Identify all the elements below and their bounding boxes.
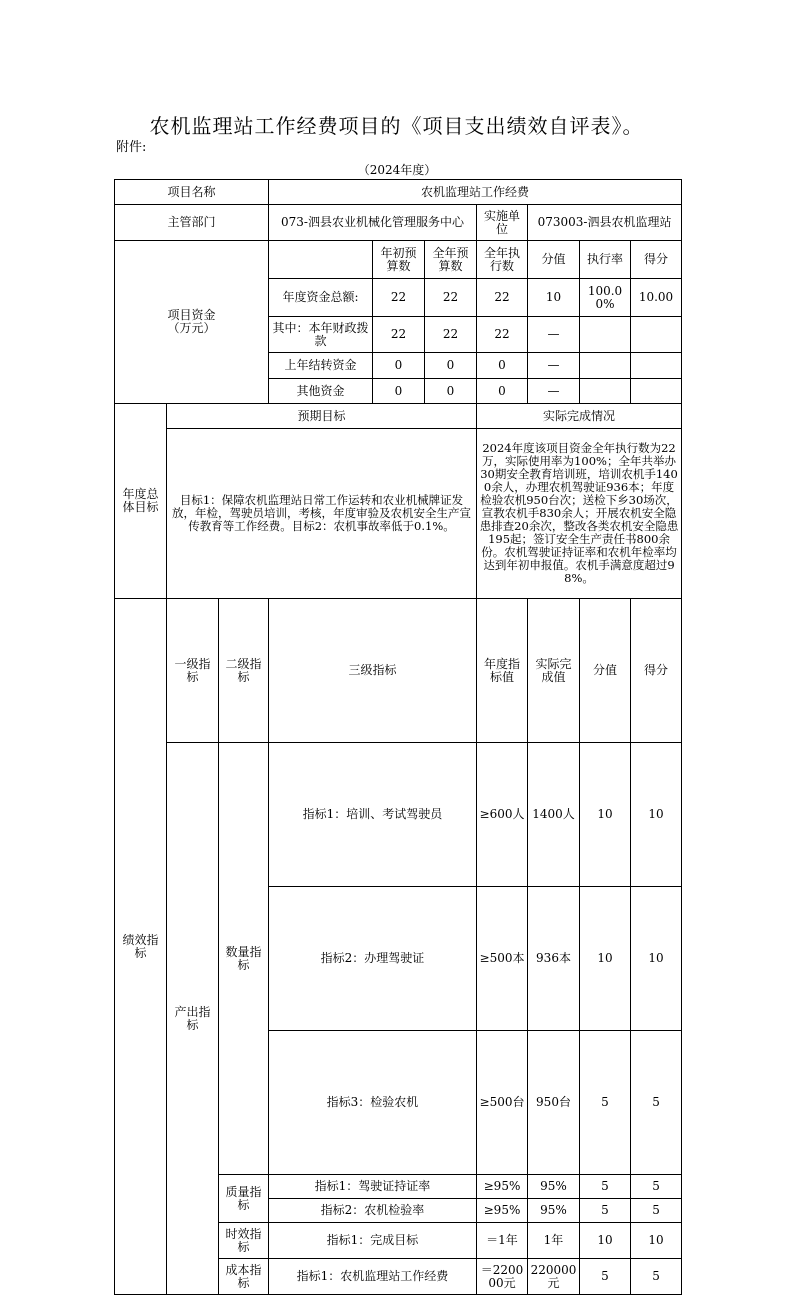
dept-label: 主管部门	[115, 205, 269, 241]
fund-score-value: —	[528, 353, 580, 379]
fund-initial: 22	[373, 279, 425, 317]
perf-label: 绩效指标	[115, 599, 167, 1295]
indicator-name: 指标1：驾驶证持证率	[269, 1175, 477, 1199]
indicator-actual: 220000元	[528, 1259, 580, 1295]
fund-row-label: 其中：本年财政拨款	[269, 317, 373, 353]
fund-rate	[580, 317, 631, 353]
indicator-target: ＝1年	[477, 1223, 528, 1259]
indicator-score: 5	[631, 1031, 682, 1175]
indicator-actual: 95%	[528, 1175, 580, 1199]
fund-annual: 0	[425, 379, 477, 404]
fund-score: 10.00	[631, 279, 682, 317]
fund-rate: 100.00%	[580, 279, 631, 317]
indicator-actual: 936本	[528, 887, 580, 1031]
indicator-score: 10	[631, 1223, 682, 1259]
fund-score	[631, 353, 682, 379]
indicator-score: 10	[631, 887, 682, 1031]
perf-header-score-value: 分值	[580, 599, 631, 743]
fund-header-score-value: 分值	[528, 241, 580, 279]
expected-goal-header: 预期目标	[167, 404, 477, 429]
quantity-label: 数量指标	[219, 743, 269, 1175]
perf-header-target: 年度指标值	[477, 599, 528, 743]
perf-header-level2: 二级指标	[219, 599, 269, 743]
indicator-actual: 95%	[528, 1199, 580, 1223]
fund-row-label: 其他资金	[269, 379, 373, 404]
indicator-score: 5	[631, 1199, 682, 1223]
fund-annual: 0	[425, 353, 477, 379]
indicator-target: ≥95%	[477, 1199, 528, 1223]
fund-initial: 0	[373, 353, 425, 379]
indicator-target: ≥600人	[477, 743, 528, 887]
fund-score	[631, 317, 682, 353]
indicator-target: ≥95%	[477, 1175, 528, 1199]
impl-label: 实施单位	[477, 205, 528, 241]
output-label: 产出指标	[167, 743, 219, 1295]
fund-score	[631, 379, 682, 404]
fund-initial: 0	[373, 379, 425, 404]
expected-goal-text: 目标1：保障农机监理站日常工作运转和农业机械牌证发放，年检，驾驶员培训，考核，年度审验及农机安全生产宣传教育等工作经费。目标2：农机事故率低于0.1%。	[167, 429, 477, 599]
fund-score-value: 10	[528, 279, 580, 317]
indicator-score: 10	[631, 743, 682, 887]
indicator-actual: 1年	[528, 1223, 580, 1259]
indicator-score-value: 5	[580, 1199, 631, 1223]
indicator-name: 指标1：培训、考试驾驶员	[269, 743, 477, 887]
indicator-name: 指标3：检验农机	[269, 1031, 477, 1175]
perf-header-level3: 三级指标	[269, 599, 477, 743]
fund-annual: 22	[425, 279, 477, 317]
indicator-score: 5	[631, 1175, 682, 1199]
perf-header-level1: 一级指标	[167, 599, 219, 743]
indicator-score-value: 10	[580, 887, 631, 1031]
fund-score-value: —	[528, 317, 580, 353]
fund-row-label: 年度资金总额:	[269, 279, 373, 317]
funds-label: 项目资金 （万元）	[115, 241, 269, 404]
indicator-actual: 1400人	[528, 743, 580, 887]
quality-label: 质量指标	[219, 1175, 269, 1223]
indicator-name: 指标2：农机检验率	[269, 1199, 477, 1223]
fund-annual: 22	[425, 317, 477, 353]
project-name-label: 项目名称	[115, 180, 269, 205]
fund-header-executed: 全年执行数	[477, 241, 528, 279]
indicator-name: 指标2：办理驾驶证	[269, 887, 477, 1031]
fund-header-initial: 年初预算数	[373, 241, 425, 279]
page-title: 农机监理站工作经费项目的《项目支出绩效自评表》。	[149, 114, 644, 138]
perf-header-actual: 实际完成值	[528, 599, 580, 743]
indicator-actual: 950台	[528, 1031, 580, 1175]
actual-text: 2024年度该项目资金全年执行数为22万，实际使用率为100%；全年共举办30期安全教育培训班，培训农机手1400余人，办理农机驾驶证936本；年度检验农机950台次；送检下乡30场次，宣教农机手830余人；开展农机安全隐患排查20余次，整改各类农机安全隐患195起；签订安全生产责任书800余份。农机驾驶证持证率和农机年检率均达到年初申报值。农机手满意度超过98%。	[477, 429, 682, 599]
impl-value: 073003-泗县农机监理站	[528, 205, 682, 241]
dept-value: 073-泗县农业机械化管理服务中心	[269, 205, 477, 241]
indicator-name: 指标1：完成目标	[269, 1223, 477, 1259]
fund-executed: 22	[477, 279, 528, 317]
year-label: （2024年度）	[357, 163, 437, 177]
indicator-score-value: 10	[580, 1223, 631, 1259]
cost-label: 成本指标	[219, 1259, 269, 1295]
fund-row-label: 上年结转资金	[269, 353, 373, 379]
fund-rate	[580, 353, 631, 379]
evaluation-table	[114, 179, 682, 1295]
fund-executed: 0	[477, 353, 528, 379]
indicator-score-value: 5	[580, 1175, 631, 1199]
annual-goal-label: 年度总体目标	[115, 404, 167, 599]
fund-rate	[580, 379, 631, 404]
indicator-score-value: 10	[580, 743, 631, 887]
indicator-score-value: 5	[580, 1031, 631, 1175]
indicator-score-value: 5	[580, 1259, 631, 1295]
fund-header-rate: 执行率	[580, 241, 631, 279]
fund-header-score: 得分	[631, 241, 682, 279]
fund-header-blank	[269, 241, 373, 279]
indicator-target: ＝220000元	[477, 1259, 528, 1295]
fund-initial: 22	[373, 317, 425, 353]
indicator-score: 5	[631, 1259, 682, 1295]
indicator-name: 指标1：农机监理站工作经费	[269, 1259, 477, 1295]
indicator-row	[115, 743, 682, 887]
fund-header-annual: 全年预算数	[425, 241, 477, 279]
fund-executed: 22	[477, 317, 528, 353]
perf-header-score: 得分	[631, 599, 682, 743]
fund-executed: 0	[477, 379, 528, 404]
timeliness-label: 时效指标	[219, 1223, 269, 1259]
project-name: 农机监理站工作经费	[269, 180, 682, 205]
fund-score-value: —	[528, 379, 580, 404]
indicator-target: ≥500本	[477, 887, 528, 1031]
attachment-label: 附件:	[116, 140, 147, 155]
actual-header: 实际完成情况	[477, 404, 682, 429]
indicator-target: ≥500台	[477, 1031, 528, 1175]
